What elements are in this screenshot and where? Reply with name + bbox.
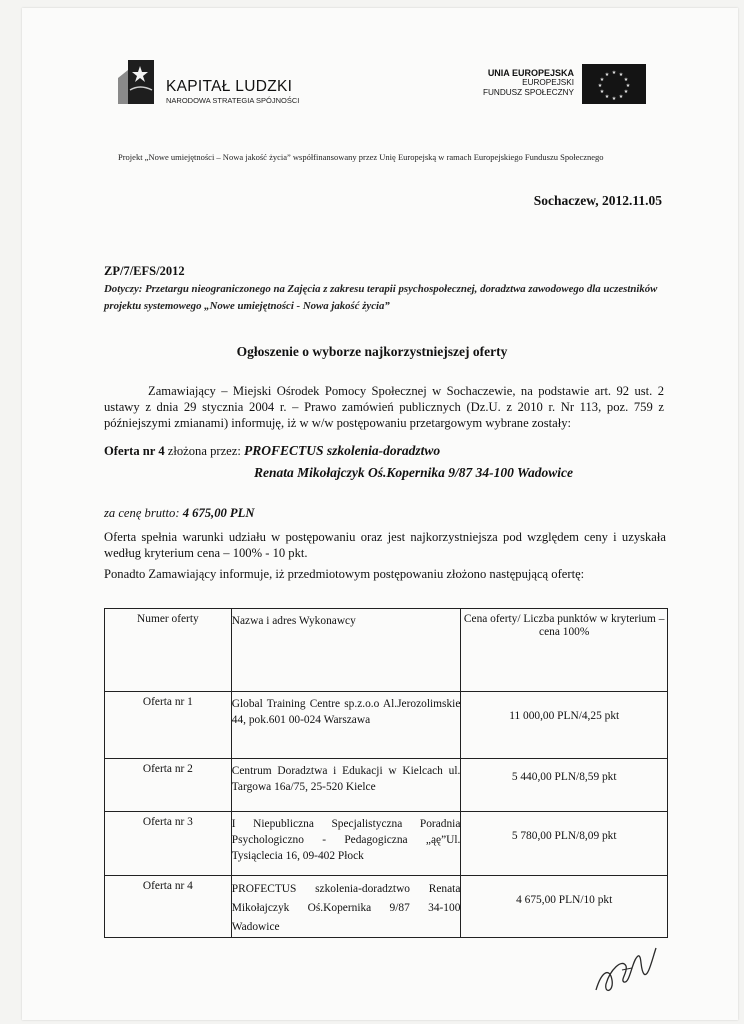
project-line: Projekt „Nowe umiejętności – Nowa jakość życia” współfinansowany przez Unię Europejską w ramach Europejskiego Funduszu Społecznego — [118, 152, 604, 162]
header-price: Cena oferty/ Liczba punktów w kryterium – cena 100% — [463, 613, 665, 638]
offer-number: Oferta nr 1 — [142, 696, 193, 708]
offer-price: 4 675,00 PLN/10 pkt — [516, 894, 613, 906]
table-row — [105, 759, 668, 812]
offers-table — [104, 608, 668, 938]
signature-icon — [592, 940, 662, 1000]
svg-text:★: ★ — [623, 77, 629, 83]
table-row — [105, 692, 668, 759]
offer-price: 5 440,00 PLN/8,59 pkt — [511, 771, 617, 783]
contractor: PROFECTUS szkolenia-doradztwo Renata Mikołajczyk Oś.Kopernika 9/87 34-100 Wadowice — [231, 883, 461, 933]
offer-number: Oferta nr 2 — [142, 763, 193, 775]
price-label: za cenę brutto: — [104, 506, 183, 520]
table-row — [105, 876, 668, 938]
reference-number: ZP/7/EFS/2012 — [104, 264, 185, 278]
selected-offer-submitted: złożona przez: — [164, 444, 244, 458]
price-value: 4 675,00 PLN — [182, 506, 255, 520]
header-offer-number: Numer oferty — [137, 613, 199, 625]
contractor: I Niepubliczna Specjalistyczna Poradnia Psychologiczno - Pedagogiczna „ąę”Ul. Tysiąclecia 16, 09-402 Płock — [231, 818, 461, 862]
svg-text:★: ★ — [611, 96, 617, 102]
svg-text:★: ★ — [618, 72, 624, 78]
contractor: Centrum Doradztwa i Edukacji w Kielcach ul. Targowa 16a/75, 25-520 Kielce — [231, 765, 461, 793]
selected-offer-line — [104, 443, 440, 459]
eu-fund-label — [474, 68, 574, 98]
svg-text:★: ★ — [618, 94, 624, 100]
selected-offer-label: Oferta nr 4 — [104, 444, 165, 458]
svg-text:★: ★ — [623, 89, 629, 95]
subject-line: Dotyczy: Przetargu nieograniczonego na Zajęcia z zakresu terapii psychospołecznej, doradztwa zawodowego dla uczestników projektu systemowego „Nowe umiejętności - Nowa jakość życia” — [104, 283, 658, 312]
svg-text:★: ★ — [604, 72, 610, 78]
eu-line-3: FUNDUSZ SPOŁECZNY — [483, 88, 574, 97]
paragraph-2: Oferta spełnia warunki udziału w postępowaniu oraz jest najkorzystniejsza pod względem ceny i uzyskała według kryterium cena – 100% - 10 pkt. — [104, 530, 666, 560]
offer-number: Oferta nr 4 — [142, 880, 193, 892]
price-line — [104, 506, 254, 521]
kapital-ludzki-logo-icon — [118, 60, 154, 104]
svg-text:★: ★ — [611, 70, 617, 76]
eu-flag-icon — [582, 64, 646, 104]
program-subtitle: NARODOWA STRATEGIA SPÓJNOŚCI — [166, 96, 300, 105]
svg-text:★: ★ — [604, 94, 610, 100]
paragraph-3: Ponadto Zamawiający informuje, iż przedmiotowym postępowaniu złożono następującą ofertę: — [104, 567, 585, 581]
place-date: Sochaczew, 2012.11.05 — [533, 193, 662, 208]
document-heading: Ogłoszenie o wyborze najkorzystniejszej oferty — [236, 344, 508, 359]
selected-offer-name: PROFECTUS szkolenia-doradztwo — [244, 443, 441, 458]
program-title: KAPITAŁ LUDZKI — [166, 78, 293, 95]
contractor: Global Training Centre sp.z.o.o Al.Jerozolimskie 44, pok.601 00-024 Warszawa — [231, 698, 461, 726]
table-header-row — [105, 609, 668, 692]
paragraph-1: Zamawiający – Miejski Ośrodek Pomocy Społecznej w Sochaczewie, na podstawie art. 92 ust. 2 ustawy z dnia 29 stycznia 2004 r. – Prawo zamówień publicznych (Dz.U. z 2010 r. Nr 113, poz. 759 z późniejszymi zmianami) informuję, iż w w/w postępowaniu przetargowym wybrane zostały: — [104, 384, 664, 430]
offer-price: 11 000,00 PLN/4,25 pkt — [509, 710, 620, 722]
svg-text:★: ★ — [599, 89, 605, 95]
eu-line-2: EUROPEJSKI — [522, 78, 574, 87]
eu-line-1: UNIA EUROPEJSKA — [487, 68, 574, 78]
offer-price: 5 780,00 PLN/8,09 pkt — [511, 830, 617, 842]
svg-text:★: ★ — [599, 77, 605, 83]
header-contractor: Nazwa i adres Wykonawcy — [231, 615, 356, 627]
svg-text:★: ★ — [625, 83, 631, 89]
table-row — [105, 812, 668, 876]
svg-text:★: ★ — [597, 83, 603, 89]
selected-offer-address: Renata Mikołajczyk Oś.Kopernika 9/87 34-100 Wadowice — [254, 465, 574, 480]
offer-number: Oferta nr 3 — [142, 816, 193, 828]
